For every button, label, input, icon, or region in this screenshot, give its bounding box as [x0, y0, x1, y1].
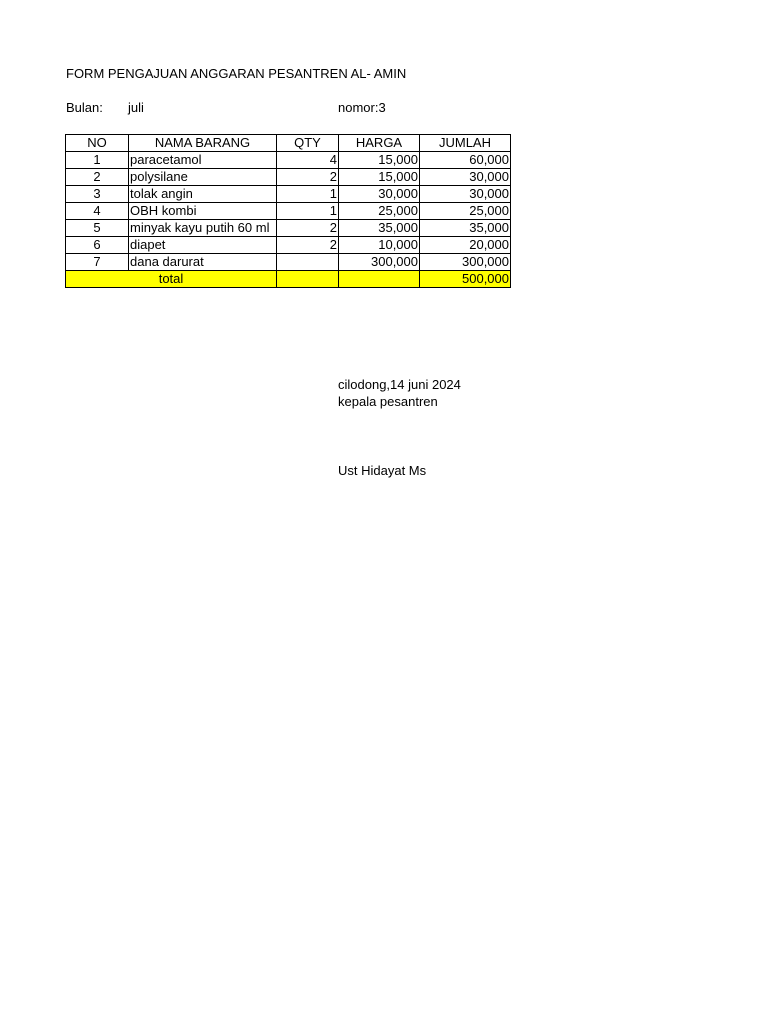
cell-qty	[277, 254, 339, 271]
signature-name: Ust Hidayat Ms	[338, 463, 427, 478]
cell-price: 300,000	[339, 254, 420, 271]
cell-price: 30,000	[339, 186, 420, 203]
cell-amount: 35,000	[420, 220, 511, 237]
table-row	[66, 203, 511, 220]
cell-qty: 4	[277, 152, 339, 169]
month-value: juli	[128, 100, 144, 115]
cell-qty: 1	[277, 203, 339, 220]
cell-qty: 2	[277, 220, 339, 237]
header-no: NO	[66, 135, 129, 152]
cell-item-name: OBH kombi	[129, 203, 277, 220]
table-row	[66, 186, 511, 203]
table-row	[66, 254, 511, 271]
cell-no: 2	[66, 169, 129, 186]
header-qty: QTY	[277, 135, 339, 152]
cell-no: 4	[66, 203, 129, 220]
cell-qty: 1	[277, 186, 339, 203]
cell-item-name: tolak angin	[129, 186, 277, 203]
cell-price: 10,000	[339, 237, 420, 254]
table-row	[66, 237, 511, 254]
cell-amount: 25,000	[420, 203, 511, 220]
cell-price: 35,000	[339, 220, 420, 237]
cell-item-name: dana darurat	[129, 254, 277, 271]
cell-amount: 60,000	[420, 152, 511, 169]
cell-price: 15,000	[339, 152, 420, 169]
cell-qty: 2	[277, 169, 339, 186]
cell-no: 1	[66, 152, 129, 169]
header-item-name: NAMA BARANG	[129, 135, 277, 152]
header-price: HARGA	[339, 135, 420, 152]
cell-item-name: polysilane	[129, 169, 277, 186]
form-title: FORM PENGAJUAN ANGGARAN PESANTREN AL- AMIN	[66, 66, 407, 81]
document-number: nomor:3	[338, 100, 386, 115]
total-label: total	[66, 271, 277, 288]
month-label: Bulan:	[66, 100, 103, 115]
cell-amount: 30,000	[420, 169, 511, 186]
total-price-cell	[339, 271, 420, 288]
table-header-row	[66, 135, 511, 152]
cell-price: 15,000	[339, 169, 420, 186]
table-row	[66, 152, 511, 169]
cell-item-name: paracetamol	[129, 152, 277, 169]
cell-price: 25,000	[339, 203, 420, 220]
cell-item-name: minyak kayu putih 60 ml	[129, 220, 277, 237]
cell-amount: 30,000	[420, 186, 511, 203]
cell-no: 7	[66, 254, 129, 271]
table-row	[66, 169, 511, 186]
cell-qty: 2	[277, 237, 339, 254]
cell-amount: 300,000	[420, 254, 511, 271]
signature-place-date: cilodong,14 juni 2024	[338, 377, 461, 392]
table-row	[66, 220, 511, 237]
cell-no: 6	[66, 237, 129, 254]
cell-amount: 20,000	[420, 237, 511, 254]
cell-no: 3	[66, 186, 129, 203]
cell-item-name: diapet	[129, 237, 277, 254]
total-row	[66, 271, 511, 288]
budget-table	[65, 134, 511, 288]
signature-position: kepala pesantren	[338, 394, 438, 409]
cell-no: 5	[66, 220, 129, 237]
total-qty-cell	[277, 271, 339, 288]
header-amount: JUMLAH	[420, 135, 511, 152]
total-amount: 500,000	[420, 271, 511, 288]
